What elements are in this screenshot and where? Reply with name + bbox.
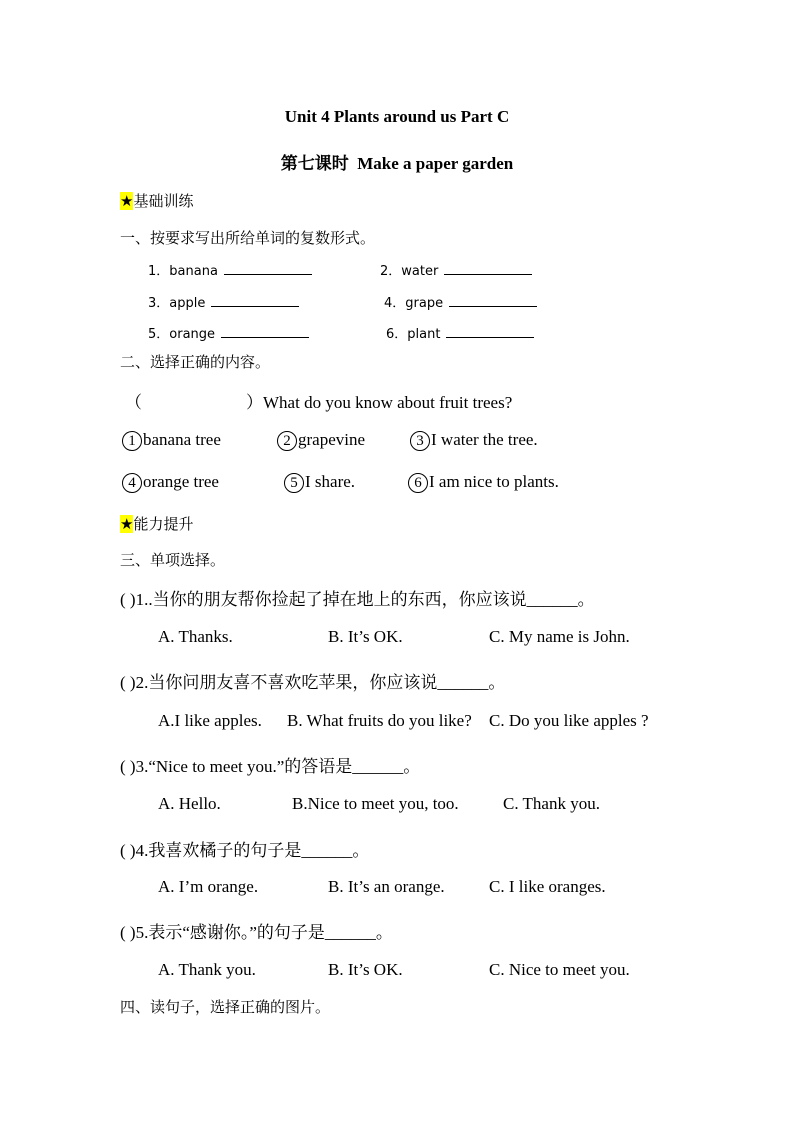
word-item: 1．banana <box>148 260 312 279</box>
lesson-subtitle <box>0 149 794 174</box>
question-text: What do you know about fruit trees? <box>263 393 513 412</box>
circled-number: 5 <box>284 473 304 493</box>
choice-b[interactable]: B. It’s OK. <box>328 627 403 646</box>
choice-c[interactable]: C. Nice to meet you. <box>489 960 630 979</box>
answer-blank[interactable] <box>444 262 532 275</box>
option-item[interactable]: 6 I am nice to plants. <box>408 472 559 493</box>
part3-heading: 三、单项选择。 <box>120 551 226 569</box>
mc-question: ( )1..当你的朋友帮你捡起了掉在地上的东西，你应该说______。 <box>120 590 595 609</box>
section-label: 能力提升 <box>133 515 194 533</box>
choice-c[interactable]: C. My name is John. <box>489 627 630 646</box>
mc-question: ( )2.当你问朋友喜不喜欢吃苹果，你应该说______。 <box>120 673 506 692</box>
part2-heading: 二、选择正确的内容。 <box>120 353 271 371</box>
option-item[interactable]: 2 grapevine <box>277 430 365 451</box>
option-item[interactable]: 5 I share. <box>284 472 355 493</box>
page-title: Unit 4 Plants around us Part C <box>284 107 510 126</box>
choice-a[interactable]: A. Hello. <box>158 794 221 813</box>
choice-c[interactable]: C. Do you like apples ? <box>489 711 649 730</box>
word-item: 5．orange <box>148 323 309 342</box>
part1-heading: 一、按要求写出所给单词的复数形式。 <box>120 229 376 247</box>
answer-blank[interactable] <box>449 294 537 307</box>
circled-number: 4 <box>122 473 142 493</box>
section-basic-training <box>120 190 193 211</box>
choice-c[interactable]: C. I like oranges. <box>489 877 606 896</box>
mc-question: ( )4.我喜欢橘子的句子是______。 <box>120 841 370 860</box>
star-icon: ★ <box>120 515 134 533</box>
part4-heading: 四、读句子，选择正确的图片。 <box>120 998 331 1016</box>
option-item[interactable]: 4 orange tree <box>122 472 219 493</box>
choice-a[interactable]: A.I like apples. <box>158 711 262 730</box>
subtitle-cn: 第七课时 <box>280 154 349 173</box>
choice-b[interactable]: B.Nice to meet you, too. <box>292 794 459 813</box>
choice-a[interactable]: A. Thank you. <box>158 960 256 979</box>
option-item[interactable]: 3 I water the tree. <box>410 430 538 451</box>
word-item: 6．plant <box>386 323 534 342</box>
question-line <box>125 388 512 413</box>
answer-blank[interactable] <box>211 294 299 307</box>
word-item: 3．apple <box>148 292 299 311</box>
subtitle-en: Make a paper garden <box>357 154 514 173</box>
section-ability <box>120 513 193 534</box>
choice-c[interactable]: C. Thank you. <box>503 794 600 813</box>
mc-question: ( )3.“Nice to meet you.”的答语是______。 <box>120 757 421 776</box>
word-item: 2．water <box>380 260 532 279</box>
choice-a[interactable]: A. Thanks. <box>158 627 233 646</box>
word-item: 4．grape <box>384 292 537 311</box>
answer-blank[interactable] <box>446 325 534 338</box>
answer-blank[interactable] <box>221 325 309 338</box>
choice-b[interactable]: B. What fruits do you like? <box>287 711 472 730</box>
mc-question: ( )5.表示“感谢你。”的句子是______。 <box>120 923 393 942</box>
circled-number: 2 <box>277 431 297 451</box>
circled-number: 1 <box>122 431 142 451</box>
paren-close: ） <box>246 393 263 413</box>
circled-number: 6 <box>408 473 428 493</box>
option-item[interactable]: 1 banana tree <box>122 430 221 451</box>
choice-b[interactable]: B. It’s OK. <box>328 960 403 979</box>
star-icon: ★ <box>120 192 134 210</box>
choice-a[interactable]: A. I’m orange. <box>158 877 259 896</box>
section-label: 基础训练 <box>133 192 194 210</box>
answer-blank[interactable] <box>224 262 312 275</box>
paren-open: （ <box>125 393 142 413</box>
choice-b[interactable]: B. It’s an orange. <box>328 877 445 896</box>
circled-number: 3 <box>410 431 430 451</box>
